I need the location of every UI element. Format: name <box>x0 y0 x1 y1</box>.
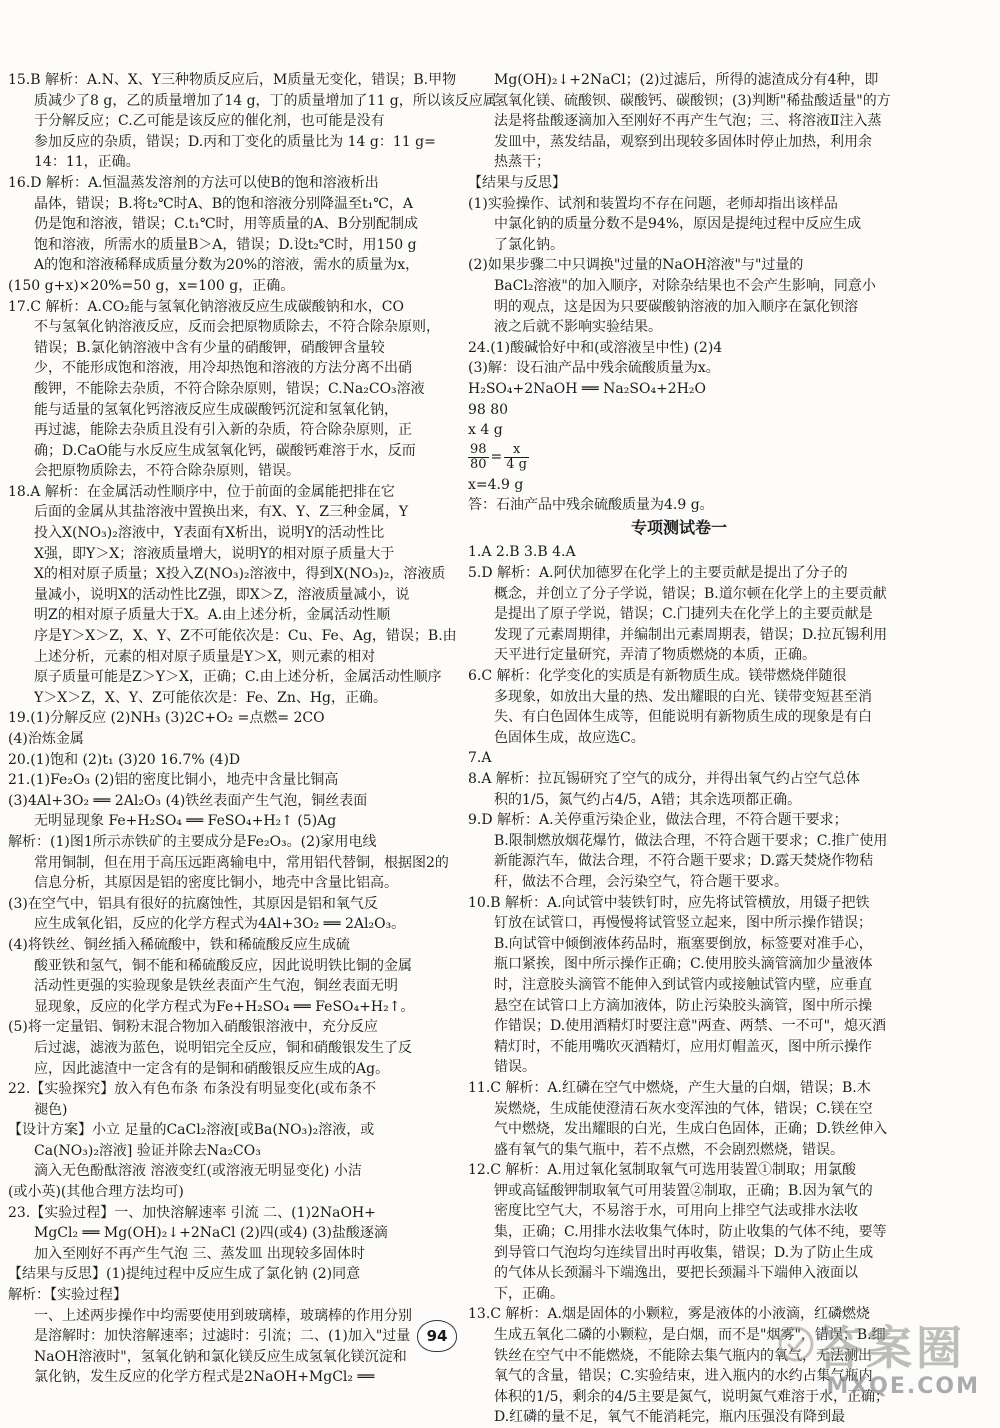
watermark-logo <box>776 1322 986 1402</box>
answer-line: 的气体从长颈漏斗下端逸出，要把长颈漏斗下端伸入液面以 <box>494 1265 858 1282</box>
section-title: 专项测试卷一 <box>630 517 727 537</box>
answer-line: 少，不能形成饱和溶液，用冷却热饱和溶液的方法分离不出硝 <box>34 360 412 377</box>
answer-line: 确；D.CaO能与水反应生成氢氧化钙，碳酸钙难溶于水，反而 <box>34 442 416 459</box>
answer-line: (3)解：设石油产品中残余硫酸质量为x。 <box>468 360 720 377</box>
answer-line: 氢氧化镁、硫酸钡、碳酸钙、碳酸钡；(3)判断"稀盐酸适量"的方 <box>494 92 891 109</box>
answer-line: 19.(1)分解反应 (2)NH₃ (3)2C+O₂ =点燃= 2CO <box>8 710 325 727</box>
answer-line: D.红磷的量不足，氧气不能消耗完，瓶内压强没有降到最 <box>494 1409 846 1426</box>
right-column <box>468 70 890 1428</box>
answer-line: 集，正确；C.用排水法收集气体时，防止收集的气体不纯，要等 <box>494 1224 887 1241</box>
answer-line: 仍是饱和溶液，错误；C.t₁℃时，用等质量的A、B分别配制成 <box>34 216 418 233</box>
answer-line: 精灯时，不能用嘴吹灭酒精灯，应用灯帽盖灭，图中所示操作 <box>494 1038 872 1055</box>
answer-line: (2)如果步骤二中只调换"过量的NaOH溶液"与"过量的 <box>468 257 804 274</box>
answer-line: 原子质量可能是Z＞Y＞X，正确；C.由上述分析，金属活动性顺序 <box>34 669 442 686</box>
answer-line: 钉放在试管口，再慢慢将试管竖立起来，图中所示操作错误； <box>494 915 872 932</box>
answer-line: 炭燃烧，生成能使澄清石灰水变浑浊的气体，错误；C.镁在空 <box>494 1100 873 1117</box>
answer-line: Y＞X＞Z，X、Y、Z可能依次是：Fe、Zn、Hg，正确。 <box>34 689 388 706</box>
answer-line: 褪色) <box>34 1101 68 1118</box>
answer-line: x 4 g <box>468 422 503 439</box>
answer-line: 钾或高锰酸钾制取氧气可用装置②制取，正确；B.因为氧气的 <box>494 1182 873 1199</box>
answer-line: 12.C 解析：A.用过氧化氢制取氧气可选用装置①制取；用氯酸 <box>468 1162 856 1179</box>
answer-line: 饱和溶液，所需水的质量B＞A，错误；D.设t₂℃时，用150 g <box>34 236 417 253</box>
answer-line: X强，即Y＞X；溶液质量增大，说明Y的相对原子质量大于 <box>34 545 395 562</box>
answer-line: (5)将一定量铝、铜粉末混合物加入硝酸银溶液中，充分反应 <box>8 1019 378 1036</box>
answer-line: 20.(1)饱和 (2)t₁ (3)20 16.7% (4)D <box>8 751 241 768</box>
answer-line: 17.C 解析：A.CO₂能与氢氧化钠溶液反应生成碳酸钠和水，CO <box>8 298 404 315</box>
answer-line: (或小英)(其他合理方法均可) <box>8 1184 184 1201</box>
answer-line: (4)将铁丝、铜丝插入稀硫酸中，铁和稀硫酸反应生成硫 <box>8 936 350 953</box>
answer-line: 参加反应的杂质，错误；D.丙和丁变化的质量比为 14 g：11 g= <box>34 133 436 150</box>
answer-line: 21.(1)Fe₂O₃ (2)铝的密度比铜小，地壳中含量比铜高 <box>8 772 339 789</box>
answer-line: 秆，做法不合理，会污染空气，符合题干要求。 <box>494 873 788 890</box>
fraction-right: $\frac{x}{4 g}$ <box>506 442 528 473</box>
answer-line: 投入X(NO₃)₂溶液中，Y表面有X析出，说明Y的活动性比 <box>34 525 385 542</box>
answer-line: 密度比空气大，不易溶于水，可用向上排空气法或排水法收 <box>494 1203 858 1220</box>
answer-line: 应生成氧化铝，反应的化学方程式为4Al+3O₂ ══ 2Al₂O₃。 <box>34 916 406 933</box>
answer-line: 解析：(1)图1所示赤铁矿的主要成分是Fe₂O₃。(2)家用电线 <box>8 833 377 850</box>
answer-line: BaCl₂溶液"的加入顺序，对除杂结果也不会产生影响，同意小 <box>494 277 876 294</box>
answer-line: 时，注意胶头滴管不能伸入到试管内或接触试管内壁，应垂直 <box>494 976 872 993</box>
answer-line: 会把原物质除去，不符合除杂原则，错误。 <box>34 463 300 480</box>
answer-line: MgCl₂ ══ Mg(OH)₂↓+2NaCl (2)四(或4) (3)盐酸逐滴 <box>34 1225 388 1242</box>
answer-line: 瓶口紧挨，图中所示操作正确；C.使用胶头滴管滴加少量液体 <box>494 956 873 973</box>
fraction-equation <box>468 441 890 475</box>
answer-line: 活动性更强的实验现象是铁丝表面产生气泡，铜丝表面无明 <box>34 978 398 995</box>
answer-line: 序是Y＞X＞Z，X、Y、Z不可能依次是：Cu、Fe、Ag，错误；B.由 <box>34 628 457 645</box>
answer-line: 10.B 解析：A.向试管中装铁钉时，应先将试管横放，用镊子把铁 <box>468 894 870 911</box>
answer-line: 再过滤，能除去杂质且没有引入新的杂质，符合除杂原则，正 <box>34 422 412 439</box>
answer-line: 质减少了8 g，乙的质量增加了14 g，丁的质量增加了11 g，所以该反应属 <box>34 92 497 109</box>
answer-line: X的相对原子质量；X投入Z(NO₃)₂溶液中，得到X(NO₃)₂，溶液质 <box>34 566 446 583</box>
answer-line: 了氯化钠。 <box>494 236 564 253</box>
answer-line: (1)实验操作、试剂和装置均不存在问题，老师却指出该样品 <box>468 195 838 212</box>
answer-line: 14：11，正确。 <box>34 154 140 171</box>
answer-line: 后过滤，滤液为蓝色，说明铝完全反应，铜和硝酸银发生了反 <box>34 1039 412 1056</box>
answer-line: 无明显现象 Fe+H₂SO₄ ══ FeSO₄+H₂↑ (5)Ag <box>34 813 337 830</box>
section-answers <box>468 542 890 1428</box>
fraction-left: $\frac{98}{80}$ <box>470 442 487 473</box>
answer-line: 应，因此滤渣中一定含有的是铜和硝酸银反应生成的Ag。 <box>34 1060 390 1077</box>
answer-line: 氧气的含量，错误；C.实验结束，进入瓶内的水约占集气瓶内 <box>494 1368 873 1385</box>
answer-result <box>468 475 890 516</box>
answer-line: 新能源汽车，做法合理，不符合题干要求；D.露天焚烧作物秸 <box>494 853 874 870</box>
answer-line: 13.C 解析：A.烟是固体的小颗粒，雾是液体的小液滴，红磷燃烧 <box>468 1306 870 1323</box>
answer-line: 于分解反应；C.乙可能是该反应的催化剂，也可能是没有 <box>34 113 385 130</box>
watermark-text: 答案圈 <box>816 1321 966 1375</box>
answer-line: 是提出了原子学说，错误；C.门捷列夫在化学上的主要贡献是 <box>494 606 873 623</box>
answer-line: 氯化钠，发生反应的化学方程式是2NaOH+MgCl₂ ══ <box>34 1369 375 1386</box>
answer-line: 天平进行定量研究，弄清了物质燃烧的本质，正确。 <box>494 647 816 664</box>
answer-line: 热蒸干； <box>494 154 550 171</box>
answer-line: 错误。 <box>494 1059 536 1076</box>
answer-line: 多现象，如放出大量的热、发出耀眼的白光、镁带变短甚至消 <box>494 688 872 705</box>
answer-line: 中氯化钠的质量分数不是94%，原因是提纯过程中反应生成 <box>494 216 862 233</box>
answer-line: 常用铜制，但在用于高压远距离输电中，常用铝代替铜，根据图2的 <box>34 854 449 871</box>
answer-line: 是溶解时：加快溶解速率；过滤时：引流；二、(1)加入"过量 <box>34 1328 411 1345</box>
answer-line: (4)治炼金属 <box>8 731 84 747</box>
answer-line: 滴入无色酚酞溶液 溶液变红(或溶液无明显变化) 小洁 <box>34 1163 362 1180</box>
answer-line: 5.D 解析：A.阿伏加德罗在化学上的主要贡献是提出了分子的 <box>468 565 848 582</box>
answer-line: 1.A 2.B 3.B 4.A <box>468 544 576 561</box>
answer-block-23-24 <box>468 70 890 441</box>
answer-line: (150 g+x)×20%=50 g，x=100 g，正确。 <box>8 277 295 294</box>
answer-line: 概念，并创立了分子学说，错误；B.道尔顿在化学上的主要贡献 <box>494 585 887 602</box>
answer-line: 不与氢氧化钠溶液反应，反而会把原物质除去，不符合除杂原则， <box>34 319 440 336</box>
answer-line: 16.D 解析：A.恒温蒸发溶剂的方法可以使B的饱和溶液析出 <box>8 174 379 191</box>
answer-line: 气中燃烧，发出耀眼的白光，生成白色固体，正确；D.铁丝伸入 <box>494 1121 888 1138</box>
answer-line: 9.D 解析：A.关停重污染企业，做法合理，不符合题干要求； <box>468 812 848 829</box>
answer-line: 作错误；D.使用酒精灯时要注意"两查、两禁、一不可"，熄灭酒 <box>494 1018 887 1035</box>
answer-line: B.限制燃放烟花爆竹，做法合理，不符合题干要求；C.推广使用 <box>494 832 888 849</box>
answer-line: H₂SO₄+2NaOH ══ Na₂SO₄+2H₂O <box>468 380 707 397</box>
answer-line: 7.A <box>468 750 492 767</box>
answer-line: (3)4Al+3O₂ ══ 2Al₂O₃ (4)铁丝表面产生气泡，铜丝表面 <box>8 792 368 809</box>
answer-line: x=4.9 g <box>468 476 524 493</box>
answer-line: 错误；B.氯化钠溶液中含有少量的硝酸钾，硝酸钾含量较 <box>34 339 385 356</box>
answer-line: 24.(1)酸碱恰好中和(或溶液呈中性) (2)4 <box>468 339 723 356</box>
answer-line: 下，正确。 <box>494 1285 564 1302</box>
answer-line: 解析：【实验过程】 <box>8 1287 127 1304</box>
answer-line: 22.【实验探究】放入有色布条 布条没有明显变化(或布条不 <box>8 1081 377 1098</box>
answer-line: 积的1/5，氮气约占4/5，A错；其余选项都正确。 <box>494 791 802 808</box>
answer-line: 答：石油产品中残余硫酸质量为4.9 g。 <box>468 497 714 514</box>
answer-line: Mg(OH)₂↓+2NaCl；(2)过滤后，所得的滤渣成分有4种，即 <box>494 72 879 88</box>
answer-line: 悬空在试管口上方滴加液体，防止污染胶头滴管，图中所示操 <box>494 997 872 1014</box>
answer-line: Ca(NO₃)₂溶液] 验证并除去Na₂CO₃ <box>34 1142 261 1159</box>
answer-line: 发皿中，蒸发结晶，观察到出现较多固体时停止加热，利用余 <box>494 133 872 150</box>
answer-line: 量减小，说明X的活动性比Z强，即X＞Z，溶液质量减小，说 <box>34 586 410 603</box>
page-number: 94 <box>417 1320 457 1352</box>
answer-line: B.向试管中倾倒液体药品时，瓶塞要倒放，标签要对准手心， <box>494 935 873 952</box>
answer-line: 酸亚铁和氢气，铜不能和稀硫酸反应，因此说明铁比铜的金属 <box>34 957 412 974</box>
answer-line: 能与适量的氢氧化钙溶液反应生成碳酸钙沉淀和氢氧化钠， <box>34 401 398 418</box>
answer-line: 明的观点，这是因为只要碳酸钠溶液的加入顺序在氯化钡溶 <box>494 298 858 315</box>
fraction-equals: = <box>490 449 503 466</box>
answer-line: 生成五氧化二磷的小颗粒，是白烟，而不是"烟雾"，错误；B.细 <box>494 1327 886 1344</box>
answer-line: 到导管口气泡均匀连续冒出时再收集，错误；D.为了防止生成 <box>494 1244 874 1261</box>
answer-line: 发现了元素周期律，并编制出元素周期表，错误；D.拉瓦锡利用 <box>494 626 888 643</box>
answer-line: 色固体生成，故应选C。 <box>494 729 645 746</box>
answer-line: 【结果与反思】 <box>468 174 566 191</box>
answer-line: 失、有白色固体生成等，但能说明有新物质生成的现象是有白 <box>494 709 872 726</box>
answer-line: 上述分析，元素的相对原子质量是Y＞X，则元素的相对 <box>34 648 376 665</box>
answer-line: 98 80 <box>468 401 509 418</box>
answer-line: 23.【实验过程】一、加快溶解速率 引流 二、(1)2NaOH+ <box>8 1204 376 1221</box>
answer-line: 18.A 解析：在金属活动性顺序中，位于前面的金属能把排在它 <box>8 483 395 500</box>
answer-line: 【设计方案】小立 足量的CaCl₂溶液[或Ba(NO₃)₂溶液，或 <box>8 1122 375 1139</box>
answer-line: 酸钾，不能除去杂质，不符合除杂原则，错误；C.Na₂CO₃溶液 <box>34 380 425 397</box>
answer-line: 加入至刚好不再产生气泡 三、蒸发皿 出现较多固体时 <box>34 1245 365 1262</box>
answer-line: A的饱和溶液稀释成质量分数为20%的溶液，需水的质量为x， <box>34 257 420 274</box>
answer-line: 铁丝在空气中不能燃烧，不能除去集气瓶内的氧气，无法测出 <box>494 1347 872 1364</box>
answer-line: 信息分析，其原因是铝的密度比铜小，地壳中含量比铝高。 <box>34 875 398 892</box>
answer-line: 液之后就不影响实验结果。 <box>494 319 662 336</box>
answer-line: 盛有氧气的集气瓶中，若不点燃，不会剧烈燃烧，错误。 <box>494 1141 844 1158</box>
answer-line: 6.C 解析：化学变化的实质是有新物质生成。镁带燃烧伴随很 <box>468 668 847 685</box>
answer-line: 【结果与反思】(1)提纯过程中反应生成了氯化钠 (2)同意 <box>8 1266 361 1283</box>
answer-line: 体积的1/5，剩余的4/5主要是氮气，说明氮气难溶于水，正确； <box>494 1388 890 1405</box>
answer-line: 8.A 解析：拉瓦锡研究了空气的成分，并得出氧气约占空气总体 <box>468 771 860 787</box>
answer-line: 15.B 解析：A.N、X、Y三种物质反应后，M质量无变化，错误；B.甲物 <box>8 72 457 88</box>
watermark-url: MXQE.COM <box>826 1374 980 1399</box>
answer-line: 法是将盐酸逐滴加入至刚好不再产生气泡；三、将溶液Ⅱ注入蒸 <box>494 113 882 130</box>
answer-line: (3)在空气中，铝具有很好的抗腐蚀性，其原因是铝和氧气反 <box>8 895 378 912</box>
answer-line: 显现象，反应的化学方程式为Fe+H₂SO₄ ══ FeSO₄+H₂↑。 <box>34 998 415 1015</box>
answer-line: 后面的金属从其盐溶液中置换出来，有X、Y、Z三种金属，Y <box>34 504 409 521</box>
answer-line: 11.C 解析：A.红磷在空气中燃烧，产生大量的白烟，错误；B.木 <box>468 1079 871 1096</box>
answer-line: 一、上述两步操作中均需要使用到玻璃棒，玻璃棒的作用分别 <box>34 1307 412 1324</box>
answer-line: NaOH溶液时"，氢氧化钠和氯化镁反应生成氢氧化镁沉淀和 <box>34 1348 407 1365</box>
answer-line: 晶体，错误；B.将t₂℃时A、B的饱和溶液分别降温至t₁℃，A <box>34 195 414 212</box>
answer-line: 明Z的相对原子质量大于X。A.由上述分析，金属活动性顺 <box>34 607 391 624</box>
